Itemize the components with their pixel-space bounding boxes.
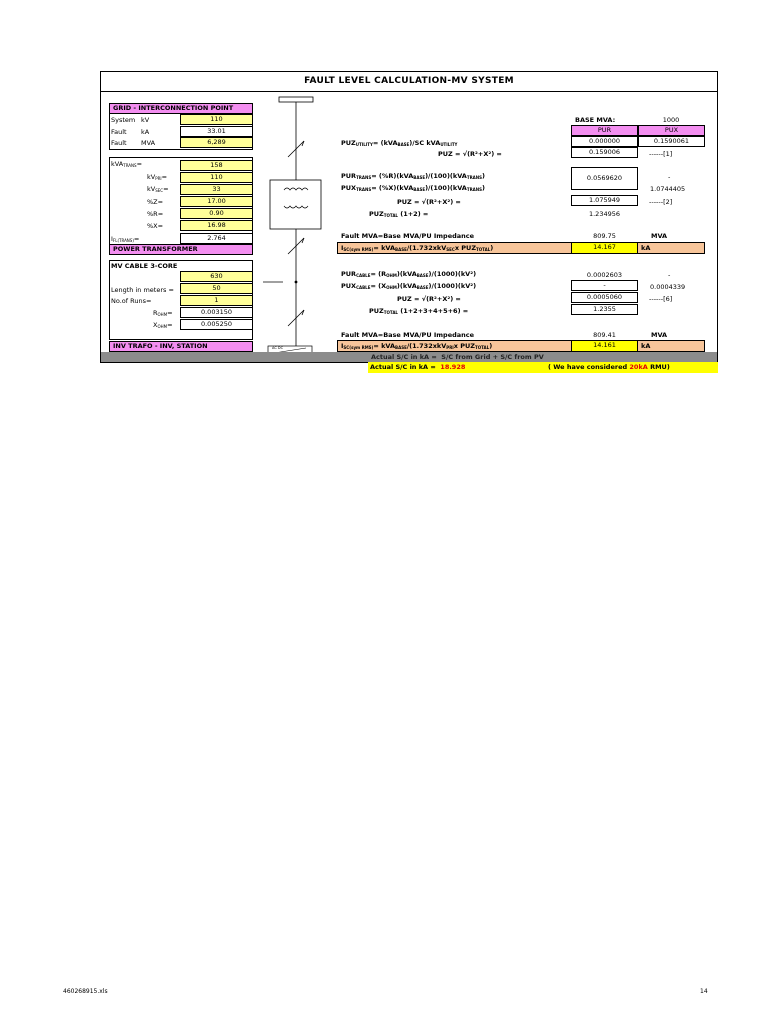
trans-pux-value: 1.0744405 <box>650 185 686 193</box>
fault-mva2-formula: Fault MVA=Base MVA/PU Impedance <box>341 331 475 339</box>
pux-header: PUX <box>638 125 705 136</box>
sheet-title: FAULT LEVEL CALCULATION-MV SYSTEM <box>101 72 717 92</box>
puz-total-value: 1.234956 <box>588 210 620 218</box>
grid-mva-cell[interactable]: 6,289 <box>180 137 253 148</box>
puz3-cell[interactable]: 0.0005060 <box>571 292 638 303</box>
considered-note: ( We have considered 20kA RMU) <box>548 363 670 371</box>
grid-box <box>109 114 253 150</box>
cable-pux-value: 0.0004339 <box>650 283 686 291</box>
grid-row-label: Fault <box>111 139 127 147</box>
cable-length-cell[interactable]: 50 <box>180 283 253 294</box>
mva-unit-2: MVA <box>651 331 668 339</box>
r-label: %R= <box>147 210 164 218</box>
cable-pux-dash-cell: - <box>571 280 638 291</box>
cable-r-cell[interactable]: 0.003150 <box>180 307 253 318</box>
isc-value-cell[interactable]: 14.167 <box>571 242 638 254</box>
calculation-sheet <box>100 71 718 363</box>
grid-header: GRID - INTERCONNECTION POINT <box>109 103 253 114</box>
power-transformer-label: POWER TRANSFORMER <box>109 244 253 255</box>
util-pux-cell[interactable]: 0.1590061 <box>638 136 705 147</box>
actual-sc-formula: Actual S/C in kA = S/C from Grid + S/C from PV <box>371 353 544 361</box>
single-line-diagram <box>261 94 331 356</box>
kva-trans-cell[interactable]: 158 <box>180 160 253 171</box>
source-symbol <box>279 97 313 102</box>
z-label: %Z= <box>147 198 164 206</box>
puz-utility-formula: $PUZ_{UTILITY}= (kVA_{BASE})/SC$ kVA$_{UTILITY}$ <box>341 139 458 147</box>
util-pur-cell[interactable]: 0.000000 <box>571 136 638 147</box>
grid-row-unit: kA <box>141 128 150 136</box>
kv-pri-label: $kV_{PRI}=$ <box>147 173 168 181</box>
puz-total-formula: $PUZ_{TOTAL}$ (1+2) = <box>369 210 429 218</box>
x-label: %X= <box>147 222 164 230</box>
cable-x-cell[interactable]: 0.005250 <box>180 319 253 330</box>
cable-length-label: Length in meters = <box>111 286 174 294</box>
trans-pur-cell[interactable]: 0.0569620 <box>571 167 638 190</box>
pur-cable-formula: $PUR_{CABLE}= (R_{OHM})(kVA_{BASE})/(1000)(kV^2)$ <box>341 270 477 278</box>
puz-total2-formula: $PUZ_{TOTAL}$ (1+2+3+4+5+6) = <box>369 307 469 315</box>
grid-row-label: System <box>111 116 136 124</box>
pux-cable-formula: $PUX_{CABLE}= (X_{OHM})(kVA_{BASE})/(1000)(kV^2)$ <box>341 282 477 290</box>
i-fl-label: $I_{FL(TRANS)}=$ <box>111 235 140 243</box>
cable-runs-cell[interactable]: 1 <box>180 295 253 306</box>
cable-r-label: $R_{OHM}=$ <box>153 309 173 317</box>
cable-pur-value: 0.0002603 <box>586 271 623 279</box>
pur-trans-formula: $PUR_{TRANS}= (\%R)(kVA_{BASE})/(100)(kVA_{TRANS})$ <box>341 172 485 180</box>
base-mva-value: 1000 <box>662 116 680 124</box>
kv-sec-label: $kV_{SEC}=$ <box>147 185 169 193</box>
puz-formula-2: PUZ = √(R²+X²) = <box>397 198 461 206</box>
ka-unit: kA <box>641 244 651 252</box>
actual-sc-result: Actual S/C in kA = 18.928 <box>370 363 466 371</box>
cable-pur-dash: - <box>668 271 671 279</box>
r-cell[interactable]: 0.90 <box>180 208 253 219</box>
base-mva-label: BASE MVA: <box>575 116 616 124</box>
pux-trans-formula: $PUX_{TRANS}= (\%X)(kVA_{BASE})/(100)(kVA_{TRANS})$ <box>341 184 485 192</box>
puz2-tag: ------[2] <box>649 198 673 206</box>
isc-formula: $I_{SC(sym RMS)}= kVA_{BASE}/(1.732xkV_{SEC}x$ $PUZ_{TOTAL}$) <box>341 244 494 252</box>
fault-mva-formula: Fault MVA=Base MVA/PU Impedance <box>341 232 475 240</box>
x-cell[interactable]: 16.98 <box>180 220 253 231</box>
inv-trafo-label: INV TRAFO - INV, STATION <box>109 341 253 352</box>
grid-ka-cell[interactable]: 33.01 <box>180 126 253 137</box>
pur-header: PUR <box>571 125 638 136</box>
inverter-label: AC DC <box>272 346 284 350</box>
cable-x-label: $X_{OHM}=$ <box>153 321 173 329</box>
footer-filename: 460268915.xls <box>63 988 108 995</box>
fault-mva-value: 809.75 <box>593 232 616 240</box>
cable-runs-label: No.of Runs= <box>111 297 152 305</box>
grid-row-label: Fault <box>111 128 127 136</box>
puz2-cell[interactable]: 1.075949 <box>571 195 638 206</box>
puz1-cell[interactable]: 0.159006 <box>571 147 638 158</box>
grid-kv-cell[interactable]: 110 <box>180 114 253 125</box>
puz-total2-cell[interactable]: 1.2355 <box>571 304 638 315</box>
z-cell[interactable]: 17.00 <box>180 196 253 207</box>
puz1-tag: ------[1] <box>649 150 673 158</box>
isc2-value-cell[interactable]: 14.161 <box>571 340 638 352</box>
transformer-symbol <box>270 180 321 229</box>
kv-sec-cell[interactable]: 33 <box>180 184 253 195</box>
grid-row-unit: MVA <box>141 139 156 147</box>
i-fl-cell[interactable]: 2.764 <box>180 233 253 244</box>
isc2-formula: $I_{SC(sym RMS)}= kVA_{BASE}/(1.732xkV_{PRI}x$ $PUZ_{TOTAL}$) <box>341 342 493 350</box>
puz-formula-3: PUZ = √(R²+X²) = <box>397 295 461 303</box>
grid-row-unit: kV <box>141 116 150 124</box>
footer-page: 14 <box>700 988 708 995</box>
puz-formula-1: PUZ = √(R²+X²) = <box>438 150 502 158</box>
cable-size-cell[interactable]: 630 <box>180 271 253 282</box>
trans-pur-dash: - <box>668 173 671 181</box>
fault-mva2-value: 809.41 <box>593 331 616 339</box>
puz3-tag: ------[6] <box>649 295 673 303</box>
cable-header: MV CABLE 3-CORE <box>111 262 178 270</box>
kva-trans-label: kVA$_{TRANS}$= <box>111 160 143 168</box>
kv-pri-cell[interactable]: 110 <box>180 172 253 183</box>
mva-unit: MVA <box>651 232 668 240</box>
ka-unit-2: kA <box>641 342 651 350</box>
